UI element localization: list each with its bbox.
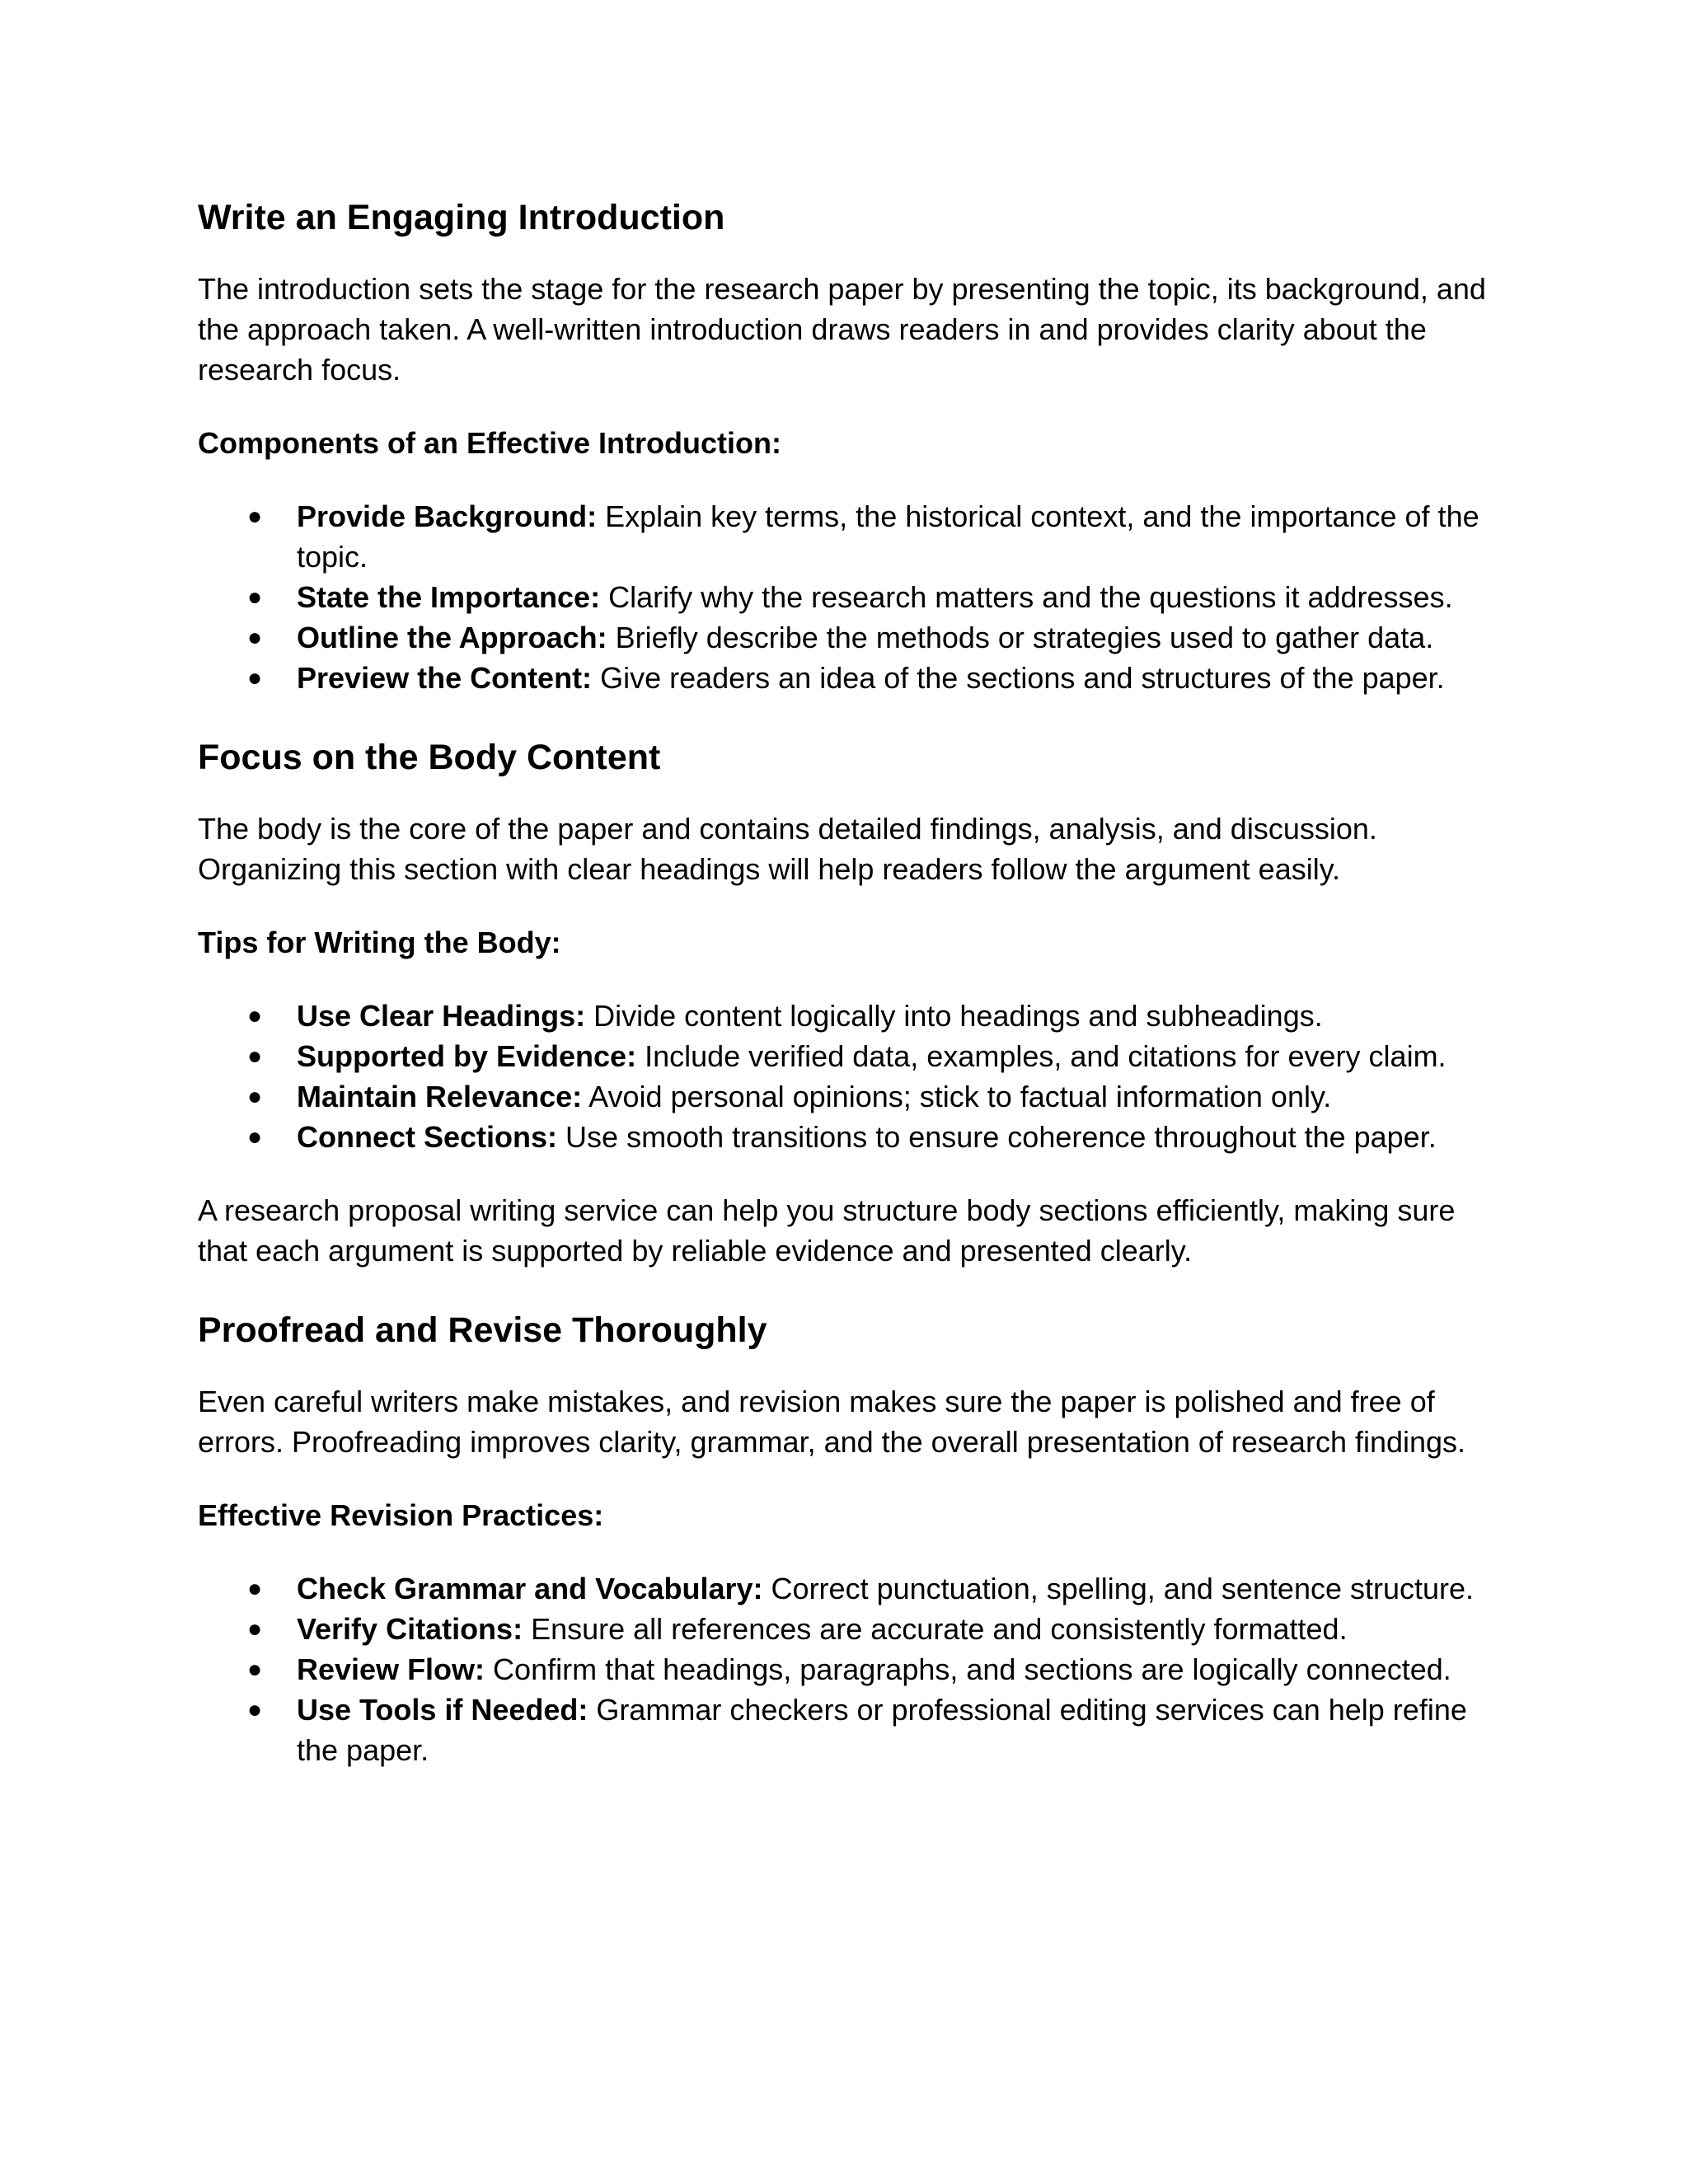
list-item [198, 1649, 1508, 1690]
list-item-text: Grammar checkers or professional editing services can help refine the paper. [297, 1693, 1467, 1767]
list-item-text: Correct punctuation, spelling, and sentence structure. [762, 1572, 1475, 1605]
list-item-label: Connect Sections: [297, 1120, 558, 1154]
document-page [198, 194, 1508, 1803]
section-paragraph: Even careful writers make mistakes, and revision makes sure the paper is polished and free of errors. Proofreading improves clarity, grammar, and the overall presentation of research findings. [198, 1385, 1466, 1459]
bullet-icon: ● [247, 1002, 263, 1029]
list-item-label: Use Clear Headings: [297, 999, 586, 1033]
list-item [198, 1036, 1508, 1076]
section-proofread [198, 1307, 1508, 1770]
list-item-label: State the Importance: [297, 580, 601, 614]
list-item-text: Confirm that headings, paragraphs, and sections are logically connected. [485, 1652, 1451, 1686]
bullet-list [198, 996, 1508, 1157]
list-item [198, 577, 1508, 617]
section-heading: Focus on the Body Content [198, 738, 661, 777]
list-item [198, 1609, 1508, 1649]
bullet-icon: ● [247, 624, 263, 651]
bullet-icon: ● [247, 583, 263, 611]
list-subheading: Effective Revision Practices: [198, 1498, 604, 1532]
bullet-icon: ● [247, 664, 263, 691]
list-item-label: Outline the Approach: [297, 621, 607, 654]
section-body-content [198, 734, 1508, 1271]
bullet-icon: ● [247, 1043, 263, 1070]
list-item-label: Provide Background: [297, 499, 598, 533]
list-subheading: Tips for Writing the Body: [198, 926, 561, 959]
list-item-text: Clarify why the research matters and the questions it addresses. [600, 580, 1453, 614]
section-introduction [198, 194, 1508, 698]
list-item-text: Avoid personal opinions; stick to factual information only. [582, 1080, 1332, 1113]
list-item [198, 1690, 1508, 1770]
section-heading: Proofread and Revise Thoroughly [198, 1310, 767, 1350]
list-item [198, 996, 1508, 1036]
list-item [198, 496, 1508, 577]
section-closing-paragraph: A research proposal writing service can help you structure body sections efficiently, making sure that each argument is supported by reliable evidence and presented clearly. [198, 1193, 1456, 1268]
list-item-label: Preview the Content: [297, 661, 593, 695]
list-item [198, 1117, 1508, 1157]
list-item-text: Include verified data, examples, and citations for every claim. [636, 1039, 1447, 1073]
list-item-label: Maintain Relevance: [297, 1080, 583, 1113]
list-item-text: Use smooth transitions to ensure coherence throughout the paper. [557, 1120, 1437, 1154]
list-subheading: Components of an Effective Introduction: [198, 426, 781, 460]
list-item-label: Supported by Evidence: [297, 1039, 637, 1073]
list-item-text: Give readers an idea of the sections and structures of the paper. [592, 661, 1445, 695]
list-item [198, 1076, 1508, 1117]
list-item-label: Verify Citations: [297, 1612, 523, 1646]
bullet-icon: ● [247, 1615, 263, 1643]
section-paragraph: The body is the core of the paper and contains detailed findings, analysis, and discussion. Organizing this section with clear headings will help readers follow the argument easily. [198, 812, 1377, 886]
bullet-icon: ● [247, 503, 263, 530]
bullet-icon: ● [247, 1696, 263, 1723]
section-heading: Write an Engaging Introduction [198, 198, 725, 237]
bullet-list [198, 496, 1508, 698]
bullet-icon: ● [247, 1656, 263, 1683]
list-item-text: Ensure all references are accurate and consistently formatted. [523, 1612, 1348, 1646]
list-item-text: Briefly describe the methods or strategies used to gather data. [607, 621, 1434, 654]
bullet-list [198, 1568, 1508, 1770]
list-item-text: Explain key terms, the historical context, and the importance of the topic. [297, 499, 1479, 574]
list-item-label: Use Tools if Needed: [297, 1693, 588, 1727]
bullet-icon: ● [247, 1083, 263, 1110]
list-item-label: Check Grammar and Vocabulary: [297, 1572, 763, 1605]
list-item [198, 617, 1508, 658]
section-paragraph: The introduction sets the stage for the research paper by presenting the topic, its background, and the approach taken. A well-written introduction draws readers in and provides clarity about the research focus. [198, 272, 1486, 387]
list-item-label: Review Flow: [297, 1652, 485, 1686]
bullet-icon: ● [247, 1575, 263, 1602]
list-item [198, 658, 1508, 698]
list-item [198, 1568, 1508, 1609]
bullet-icon: ● [247, 1123, 263, 1151]
list-item-text: Divide content logically into headings and subheadings. [585, 999, 1323, 1033]
